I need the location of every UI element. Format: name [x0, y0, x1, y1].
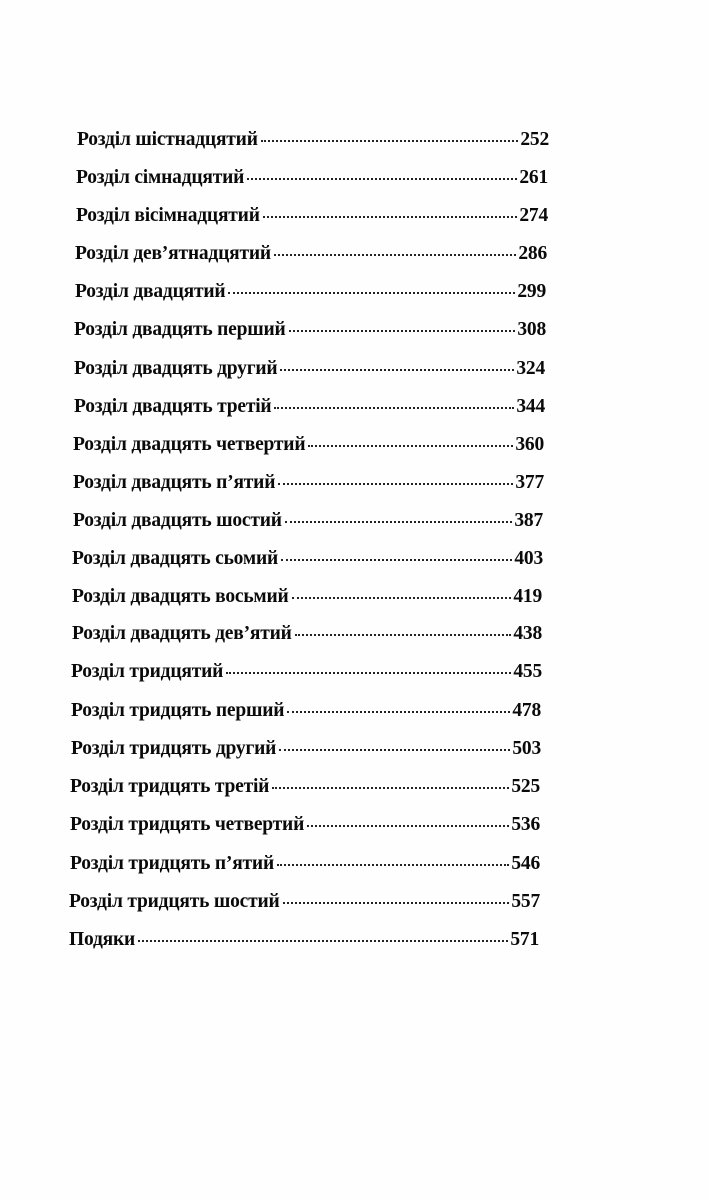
toc-entry-page-number: 503: [512, 738, 541, 759]
dot-leader: [247, 178, 517, 180]
toc-entry-page-number: 571: [510, 929, 539, 950]
dot-leader: [281, 559, 512, 561]
toc-entry-page-number: 360: [515, 434, 544, 455]
dot-leader: [287, 711, 510, 713]
dot-leader: [295, 634, 512, 636]
toc-entry-title: Розділ тридцять п’ятий: [70, 853, 274, 874]
toc-entry: [69, 929, 539, 955]
toc-entry-page-number: 308: [517, 319, 546, 340]
toc-entry-title: Розділ дев’ятнадцятий: [75, 243, 271, 264]
toc-entry-page-number: 377: [515, 472, 544, 493]
toc-entry-title: Розділ двадцять дев’ятий: [72, 623, 292, 644]
toc-entry: [73, 510, 543, 536]
toc-entry: [72, 623, 542, 649]
toc-entry-page-number: 478: [512, 700, 541, 721]
toc-entry-title: Розділ двадцять п’ятий: [73, 472, 276, 493]
toc-entry-title: Розділ двадцять перший: [74, 319, 286, 340]
toc-entry-title: Розділ шістнадцятий: [77, 129, 258, 150]
toc-entry-page-number: 557: [511, 891, 540, 912]
toc-entry: [76, 167, 548, 193]
toc-entry: [69, 891, 540, 917]
toc-entry-page-number: 252: [520, 129, 549, 150]
dot-leader: [263, 216, 518, 218]
toc-entry-page-number: 546: [511, 853, 540, 874]
toc-entry-page-number: 419: [513, 586, 542, 607]
dot-leader: [138, 940, 508, 942]
dot-leader: [283, 902, 510, 904]
dot-leader: [307, 825, 509, 827]
dot-leader: [285, 521, 513, 523]
toc-entry-page-number: 299: [517, 281, 546, 302]
toc-entry-title: Розділ двадцять третій: [74, 396, 272, 417]
toc-entry-page-number: 286: [518, 243, 547, 264]
toc-entry: [74, 319, 546, 345]
dot-leader: [292, 597, 512, 599]
toc-entry-page-number: 324: [516, 358, 545, 379]
dot-leader: [272, 787, 509, 789]
toc-entry-title: Розділ тридцять перший: [71, 700, 285, 721]
toc-entry: [73, 472, 544, 498]
dot-leader: [261, 140, 519, 142]
toc-entry-title: Розділ вісімнадцятий: [76, 205, 260, 226]
toc-entry: [71, 661, 542, 687]
dot-leader: [289, 330, 516, 332]
dot-leader: [277, 864, 509, 866]
toc-entry: [76, 205, 548, 231]
toc-entry: [72, 548, 543, 574]
toc-entry-title: Розділ двадцять восьмий: [72, 586, 289, 607]
toc-entry-title: Розділ тридцять другий: [71, 738, 277, 759]
dot-leader: [280, 369, 514, 371]
toc-entry: [70, 814, 540, 840]
toc-entry-title: Розділ тридцятий: [71, 661, 224, 682]
toc-entry: [71, 738, 541, 764]
toc-entry: [72, 586, 542, 612]
dot-leader: [226, 672, 511, 674]
toc-entry-page-number: 455: [513, 661, 542, 682]
toc-entry: [73, 434, 544, 460]
toc-entry-page-number: 438: [513, 623, 542, 644]
dot-leader: [274, 407, 514, 409]
toc-entry-title: Розділ двадцять шостий: [73, 510, 282, 531]
toc-entry-title: Подяки: [69, 929, 136, 950]
toc-entry: [77, 129, 549, 155]
toc-entry-title: Розділ сімнадцятий: [76, 167, 245, 188]
toc-entry: [74, 396, 545, 422]
dot-leader: [279, 749, 510, 751]
toc-entry-title: Розділ двадцять четвертий: [73, 434, 306, 455]
toc-entry: [74, 358, 545, 384]
toc-entry-page-number: 387: [514, 510, 543, 531]
toc-entry-page-number: 525: [511, 776, 540, 797]
toc-entry-title: Розділ двадцять другий: [74, 358, 278, 379]
toc-entry: [75, 281, 546, 307]
dot-leader: [228, 292, 515, 294]
toc-entry: [70, 853, 540, 879]
toc-entry-page-number: 403: [514, 548, 543, 569]
dot-leader: [308, 445, 513, 447]
toc-entry: [75, 243, 547, 269]
toc-entry-title: Розділ тридцять шостий: [69, 891, 280, 912]
dot-leader: [278, 483, 513, 485]
toc-entry: [71, 700, 541, 726]
toc-entry: [70, 776, 540, 802]
toc-entry-title: Розділ тридцять четвертий: [70, 814, 305, 835]
toc-entry-title: Розділ двадцять сьомий: [72, 548, 279, 569]
dot-leader: [274, 254, 516, 256]
toc-entry-title: Розділ двадцятий: [75, 281, 226, 302]
toc-entry-page-number: 274: [519, 205, 548, 226]
toc-entry-page-number: 261: [519, 167, 548, 188]
toc-entry-title: Розділ тридцять третій: [70, 776, 270, 797]
toc-entry-page-number: 536: [511, 814, 540, 835]
toc-entry-page-number: 344: [516, 396, 545, 417]
